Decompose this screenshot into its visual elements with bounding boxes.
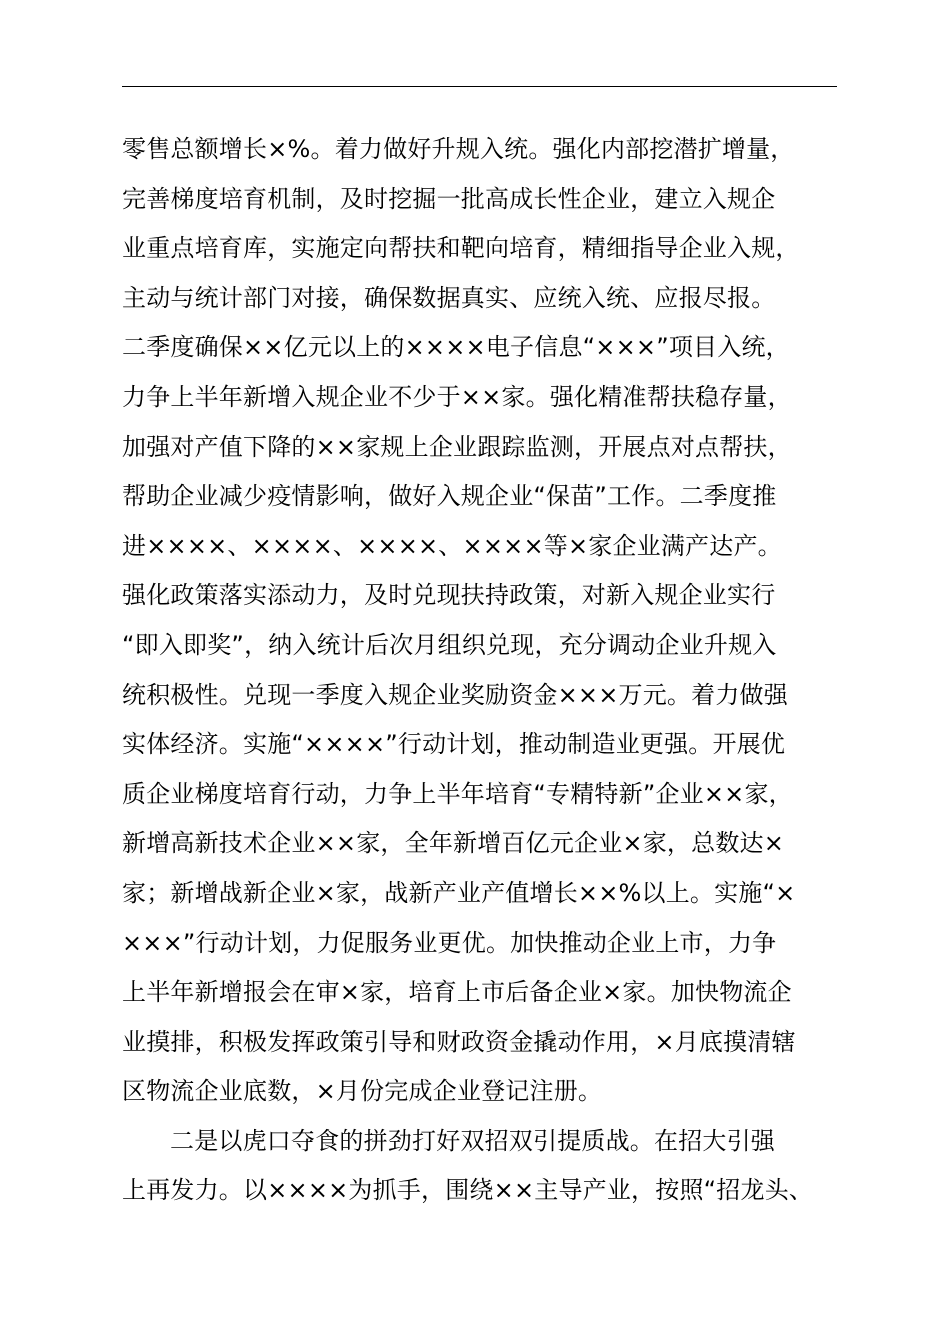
text-line: 家；新增战新企业×家，战新产业产值增长××%以上。实施“× — [122, 878, 796, 907]
text-line: 统积极性。兑现一季度入规企业奖励资金×××万元。着力做强 — [122, 680, 788, 709]
text-line: 零售总额增长×%。着力做好升规入统。强化内部挖潜扩增量， — [122, 135, 795, 163]
text-line: 业重点培育库，实施定向帮扶和靶向培育，精细指导企业入规， — [122, 234, 800, 263]
text-line: 进××××、××××、××××、××××等×家企业满产达产。 — [122, 531, 782, 560]
text-line: 质企业梯度培育行动，力争上半年培育“专精特新”企业××家， — [122, 779, 793, 808]
text-line: 实体经济。实施“××××”行动计划，推动制造业更强。开展优 — [122, 730, 786, 759]
text-line: 加强对产值下降的××家规上企业跟踪监测，开展点对点帮扶， — [122, 432, 792, 461]
text-line: 区物流企业底数，×月份完成企业登记注册。 — [122, 1077, 603, 1106]
text-line: 强化政策落实添动力，及时兑现扶持政策，对新入规企业实行 — [122, 581, 776, 610]
text-line: 帮助企业减少疫情影响，做好入规企业“保苗”工作。二季度推 — [122, 482, 777, 511]
text-line: 主动与统计部门对接，确保数据真实、应统入统、应报尽报。 — [122, 283, 776, 312]
text-line: 上再发力。以××××为抓手，围绕××主导产业，按照“招龙头、 — [122, 1176, 814, 1205]
text-line: 力争上半年新增入规企业不少于××家。强化精准帮扶稳存量， — [122, 382, 792, 411]
text-line: 上半年新增报会在审×家，培育上市后备企业×家。加快物流企 — [122, 978, 792, 1007]
document-body — [122, 125, 862, 1216]
text-line: “即入即奖”，纳入统计后次月组织兑现，充分调动企业升规入 — [122, 630, 777, 659]
text-line: 新增高新技术企业××家，全年新增百亿元企业×家，总数达× — [122, 829, 785, 858]
header-rule — [122, 86, 837, 87]
text-line: ×××”行动计划，力促服务业更优。加快推动企业上市，力争 — [122, 928, 777, 957]
text-line: 二季度确保××亿元以上的××××电子信息“×××”项目入统， — [122, 333, 790, 362]
paragraph-start-line: 二是以虎口夺食的拼劲打好双招双引提质战。在招大引强 — [170, 1126, 775, 1155]
text-line: 业摸排，积极发挥政策引导和财政资金撬动作用，×月底摸清辖 — [122, 1027, 796, 1056]
text-line: 完善梯度培育机制，及时挖掘一批高成长性企业，建立入规企 — [122, 184, 776, 213]
